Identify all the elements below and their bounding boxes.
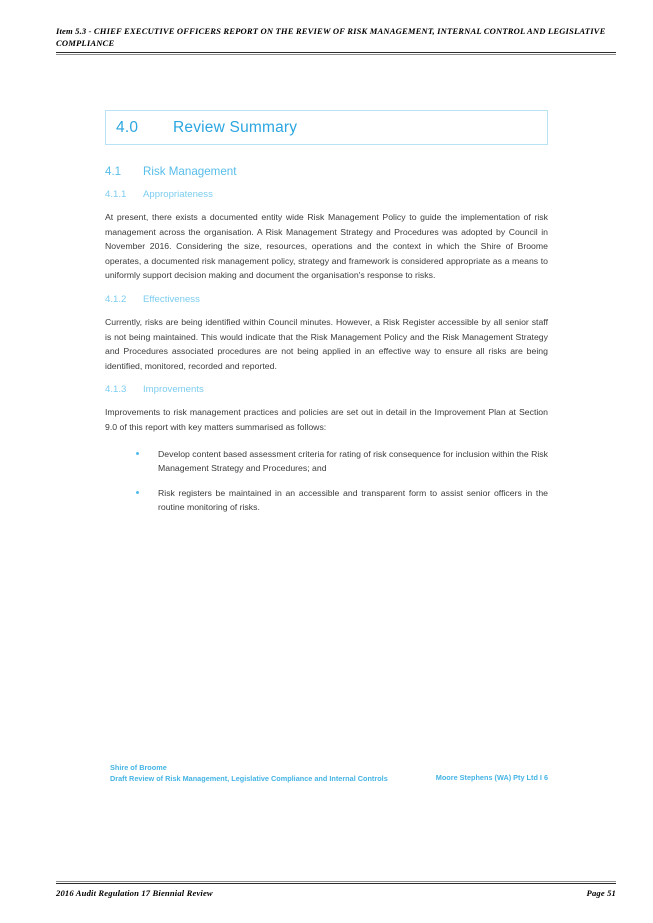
list-item xyxy=(135,447,548,476)
section-number: 4.0 xyxy=(116,118,139,136)
heading-effectiveness xyxy=(105,294,548,305)
heading-effectiveness-label: Effectiveness xyxy=(143,293,200,305)
list-item-text: Risk registers be maintained in an accessible and transparent form to assist senior officers in the routine monitoring of risks. xyxy=(158,487,548,513)
page-number: Page 51 xyxy=(586,888,616,898)
header-divider xyxy=(56,52,616,55)
heading-appropriateness-label: Appropriateness xyxy=(143,189,213,200)
heading-appropriateness xyxy=(105,189,548,200)
paragraph-effectiveness: Currently, risks are being identified within Council minutes. However, a Risk Register accessible by all senior staff is not being maintained. This would indicate that the Risk Management Policy and the Risk Management Strategy and Procedures associated procedures are not being applied in an effective way to ensure all risks are being identified, monitored, recorded and reported. xyxy=(105,316,548,371)
heading-improvements-number: 4.1.3 xyxy=(105,384,127,396)
heading-improvements xyxy=(105,384,548,395)
footer-divider xyxy=(56,881,616,884)
document-footer-right xyxy=(436,762,548,782)
internal-page-number: 6 xyxy=(543,773,548,782)
running-header-text: Item 5.3 - CHIEF EXECUTIVE OFFICERS REPORT ON THE REVIEW OF RISK MANAGEMENT, INTERNAL CONTROL AND LEGISLATIVE COMPLIANCE xyxy=(56,26,606,48)
firm-name: Moore Stephens (WA) Pty Ltd xyxy=(435,773,538,782)
heading-risk-management-label: Risk Management xyxy=(143,165,237,178)
page-footer-left-text: 2016 Audit Regulation 17 Biennial Review xyxy=(56,888,213,898)
bullet-icon xyxy=(136,452,139,455)
document-footer xyxy=(110,762,548,784)
page-footer xyxy=(56,881,616,898)
heading-effectiveness-number: 4.1.2 xyxy=(105,293,127,305)
page-title: Review Summary xyxy=(173,118,298,136)
footer-separator: I xyxy=(539,773,542,782)
heading-risk-management-number: 4.1 xyxy=(105,165,122,178)
list-item xyxy=(135,486,548,515)
heading-risk-management xyxy=(105,165,548,178)
section-title-box xyxy=(105,110,548,145)
heading-improvements-label: Improvements xyxy=(143,384,204,396)
improvements-bullet-list xyxy=(105,447,548,515)
document-footer-left xyxy=(110,762,388,784)
document-subtitle: Draft Review of Risk Management, Legislative Compliance and Internal Controls xyxy=(110,774,388,783)
paragraph-appropriateness: At present, there exists a documented entity wide Risk Management Policy to guide the implementation of risk management across the organisation. A Risk Management Strategy and Procedures was adopted by Council in November 2016. Considering the size, resources, operations and the context in which the Shire of Broome operates, a documented risk management policy, strategy and framework is considered appropriate as a means to uniformly support decision making and document the organisation's response to risks. xyxy=(105,212,548,281)
paragraph-improvements: Improvements to risk management practices and policies are set out in detail in the Improvement Plan at Section 9.0 of this report with key matters summarised as follows: xyxy=(105,407,548,432)
bullet-icon xyxy=(136,491,139,494)
organisation-name: Shire of Broome xyxy=(110,763,167,772)
heading-appropriateness-number: 4.1.1 xyxy=(105,189,127,200)
running-header xyxy=(56,26,616,55)
page-content xyxy=(105,110,548,531)
list-item-text: Develop content based assessment criteria for rating of risk consequence for inclusion within the Risk Management Strategy and Procedures; and xyxy=(158,448,548,474)
